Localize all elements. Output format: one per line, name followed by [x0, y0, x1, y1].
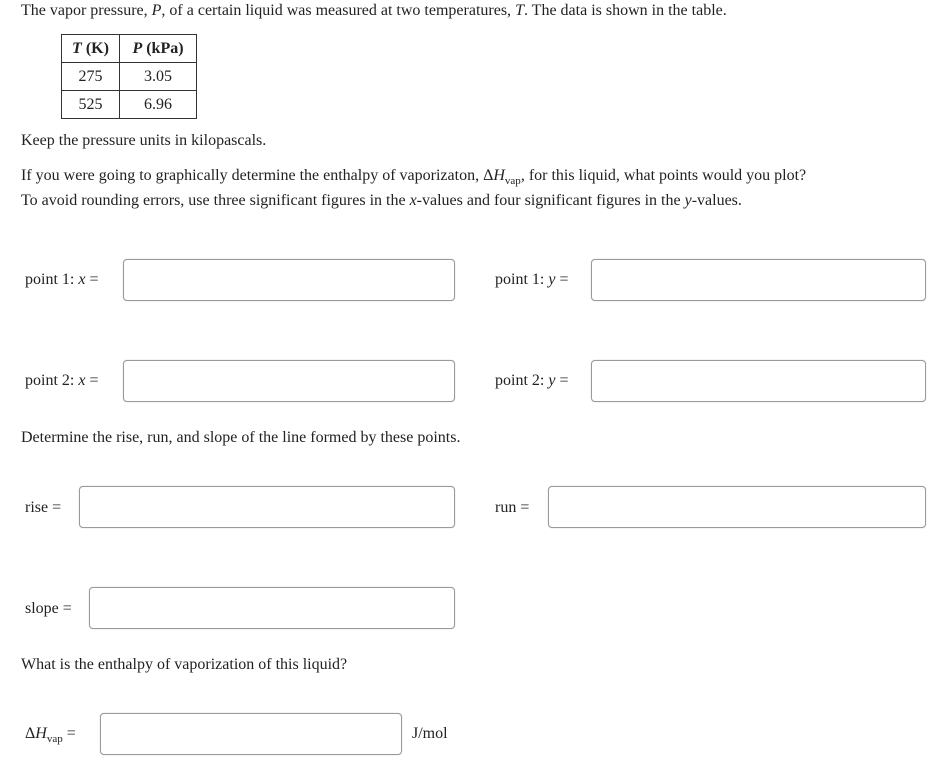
label-text: point 1:	[25, 271, 79, 288]
question-line-1	[21, 167, 806, 185]
point1-x-label	[25, 271, 98, 289]
equals-sign: =	[85, 271, 99, 288]
question-part: -values.	[691, 192, 742, 209]
x-variable: x	[78, 372, 86, 389]
enthalpy-input[interactable]	[100, 713, 402, 755]
equals-sign: =	[62, 725, 76, 742]
intro-part: . The data is shown in the table.	[523, 2, 727, 19]
label-text: point 1:	[495, 271, 549, 288]
run-input[interactable]	[548, 486, 926, 528]
y-variable: y	[548, 271, 556, 288]
header-p-var: P	[132, 39, 143, 57]
header-pressure	[120, 35, 197, 63]
enthalpy-label	[25, 725, 76, 743]
table-row	[62, 91, 197, 119]
x-variable: x	[78, 271, 86, 288]
h-variable: H	[493, 167, 505, 184]
equals-sign: =	[555, 271, 569, 288]
equals-sign: =	[555, 372, 569, 389]
vap-subscript: vap	[46, 733, 63, 745]
question-line-2	[21, 192, 742, 210]
intro-part: , of a certain liquid was measured at two temperatures,	[161, 2, 516, 19]
h-variable: H	[35, 725, 47, 742]
header-t-var: T	[72, 39, 82, 57]
point1-y-input[interactable]	[591, 259, 926, 301]
y-variable: y	[548, 372, 556, 389]
temperature-variable: T	[515, 2, 524, 19]
delta-symbol: Δ	[25, 725, 36, 742]
cell-temperature: 525	[62, 91, 120, 119]
point2-y-label	[495, 372, 568, 390]
point1-y-label	[495, 271, 568, 289]
point2-y-input[interactable]	[591, 360, 926, 402]
run-label: run =	[495, 499, 530, 516]
slope-label: slope =	[25, 600, 72, 617]
slope-input[interactable]	[89, 587, 455, 629]
point1-x-input[interactable]	[123, 259, 455, 301]
equals-sign: =	[85, 372, 99, 389]
header-temperature	[62, 35, 120, 63]
x-variable: x	[409, 192, 417, 209]
question-part: To avoid rounding errors, use three significant figures in the	[21, 192, 410, 209]
data-table	[61, 34, 197, 119]
determine-text: Determine the rise, run, and slope of the line formed by these points.	[21, 429, 461, 446]
point2-x-input[interactable]	[123, 360, 455, 402]
enthalpy-unit: J/mol	[412, 725, 448, 742]
cell-temperature: 275	[62, 63, 120, 91]
cell-pressure: 3.05	[120, 63, 197, 91]
header-t-unit: (K)	[81, 39, 109, 57]
table-header-row	[62, 35, 197, 63]
rise-input[interactable]	[79, 486, 455, 528]
keep-units-text: Keep the pressure units in kilopascals.	[21, 132, 267, 149]
label-text: point 2:	[25, 372, 79, 389]
point2-x-label	[25, 372, 98, 390]
label-text: point 2:	[495, 372, 549, 389]
y-variable: y	[684, 192, 692, 209]
vap-subscript: vap	[504, 175, 521, 187]
header-p-unit: (kPa)	[142, 39, 184, 57]
question-part: , for this liquid, what points would you plot?	[520, 167, 807, 184]
intro-text	[21, 2, 727, 20]
enthalpy-question: What is the enthalpy of vaporization of this liquid?	[21, 656, 348, 673]
intro-part: The vapor pressure,	[21, 2, 152, 19]
rise-label: rise =	[25, 499, 62, 516]
pressure-variable: P	[151, 2, 162, 19]
table-row	[62, 63, 197, 91]
question-part: If you were going to graphically determine the enthalpy of vaporizaton, Δ	[21, 167, 494, 184]
cell-pressure: 6.96	[120, 91, 197, 119]
question-part: -values and four significant figures in the	[416, 192, 685, 209]
